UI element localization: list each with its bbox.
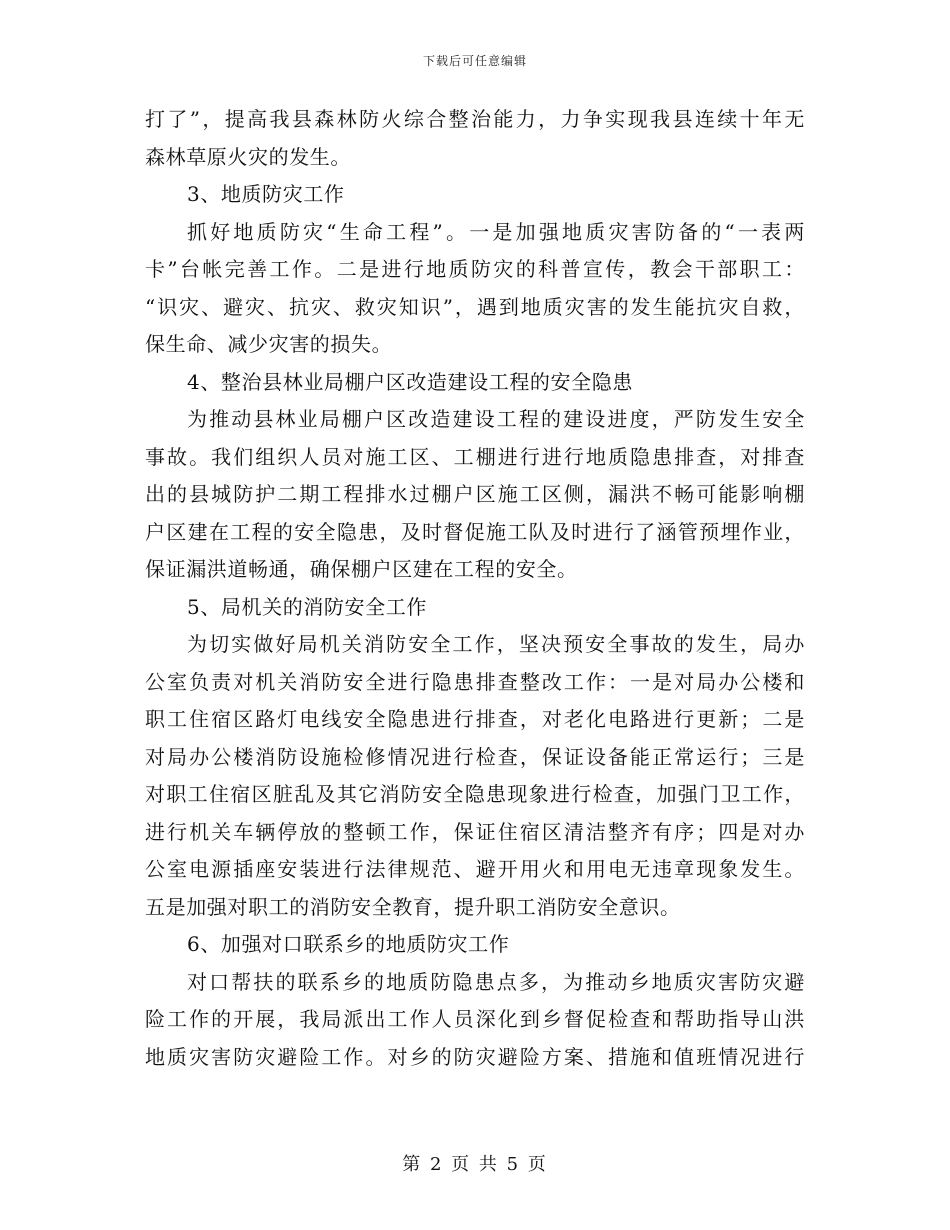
text-line: 事故。我们组织人员对施工区、工棚进行进行地质隐患排查，对排查 bbox=[145, 444, 805, 469]
text-line: “识灾、避灾、抗灾、救灾知识”，遇到地质灾害的发生能抗灾自救， bbox=[145, 294, 805, 319]
text-line: 为推动县林业局棚户区改造建设工程的建设进度，严防发生安全 bbox=[187, 407, 805, 431]
footer-suffix: 页 bbox=[527, 1154, 548, 1175]
page-footer bbox=[0, 1150, 950, 1176]
text-line: 森林草原火灾的发生。 bbox=[145, 144, 351, 169]
section-heading: 3、地质防灾工作 bbox=[187, 182, 345, 206]
text-line: 卡”台帐完善工作。二是进行地质防灾的科普宣传，教会干部职工： bbox=[145, 257, 805, 281]
text-line: 进行机关车辆停放的整顿工作，保证住宿区清洁整齐有序；四是对办 bbox=[145, 819, 805, 844]
section-heading: 6、加强对口联系乡的地质防灾工作 bbox=[187, 932, 510, 956]
total-page-count: 5 bbox=[506, 1154, 521, 1175]
text-line: 为切实做好局机关消防安全工作，坚决预安全事故的发生，局办 bbox=[187, 632, 805, 656]
text-line: 公室负责对机关消防安全进行隐患排查整改工作：一是对局办公楼和 bbox=[145, 669, 805, 694]
section-heading: 4、整治县林业局棚户区改造建设工程的安全隐患 bbox=[187, 369, 633, 394]
current-page-number: 2 bbox=[429, 1154, 444, 1175]
text-line: 对局办公楼消防设施检修情况进行检查，保证设备能正常运行；三是 bbox=[145, 744, 805, 769]
text-line: 公室电源插座安装进行法律规范、避开用火和用电无违章现象发生。 bbox=[145, 857, 805, 881]
text-line: 保生命、减少灾害的损失。 bbox=[145, 332, 393, 356]
page-header: 下载后可任意编辑 bbox=[422, 54, 527, 68]
document-body bbox=[145, 101, 805, 1076]
section-heading: 5、局机关的消防安全工作 bbox=[187, 594, 427, 619]
text-line: 对口帮扶的联系乡的地质防隐患点多，为推动乡地质灾害防灾避 bbox=[187, 969, 805, 994]
text-line: 打了”，提高我县森林防火综合整治能力，力争实现我县连续十年无 bbox=[145, 107, 805, 131]
text-line: 五是加强对职工的消防安全教育，提升职工消防安全意识。 bbox=[145, 894, 681, 919]
text-line: 出的县城防护二期工程排水过棚户区施工区侧，漏洪不畅可能影响棚 bbox=[145, 482, 805, 506]
text-line: 抓好地质防灾“生命工程”。一是加强地质灾害防备的“一表两 bbox=[187, 219, 805, 244]
text-line: 险工作的开展，我局派出工作人员深化到乡督促检查和帮助指导山洪 bbox=[145, 1007, 805, 1031]
text-line: 地质灾害防灾避险工作。对乡的防灾避险方案、措施和值班情况进行 bbox=[145, 1044, 805, 1069]
footer-prefix: 第 bbox=[402, 1154, 423, 1175]
text-line: 户区建在工程的安全隐患，及时督促施工队及时进行了涵管预埋作业， bbox=[145, 519, 805, 544]
text-line: 职工住宿区路灯电线安全隐患进行排查，对老化电路进行更新；二是 bbox=[145, 707, 805, 731]
text-line: 保证漏洪道畅通，确保棚户区建在工程的安全。 bbox=[145, 557, 578, 581]
text-line: 对职工住宿区脏乱及其它消防安全隐患现象进行检查，加强门卫工作， bbox=[145, 782, 805, 806]
footer-middle: 页 共 bbox=[451, 1154, 499, 1175]
